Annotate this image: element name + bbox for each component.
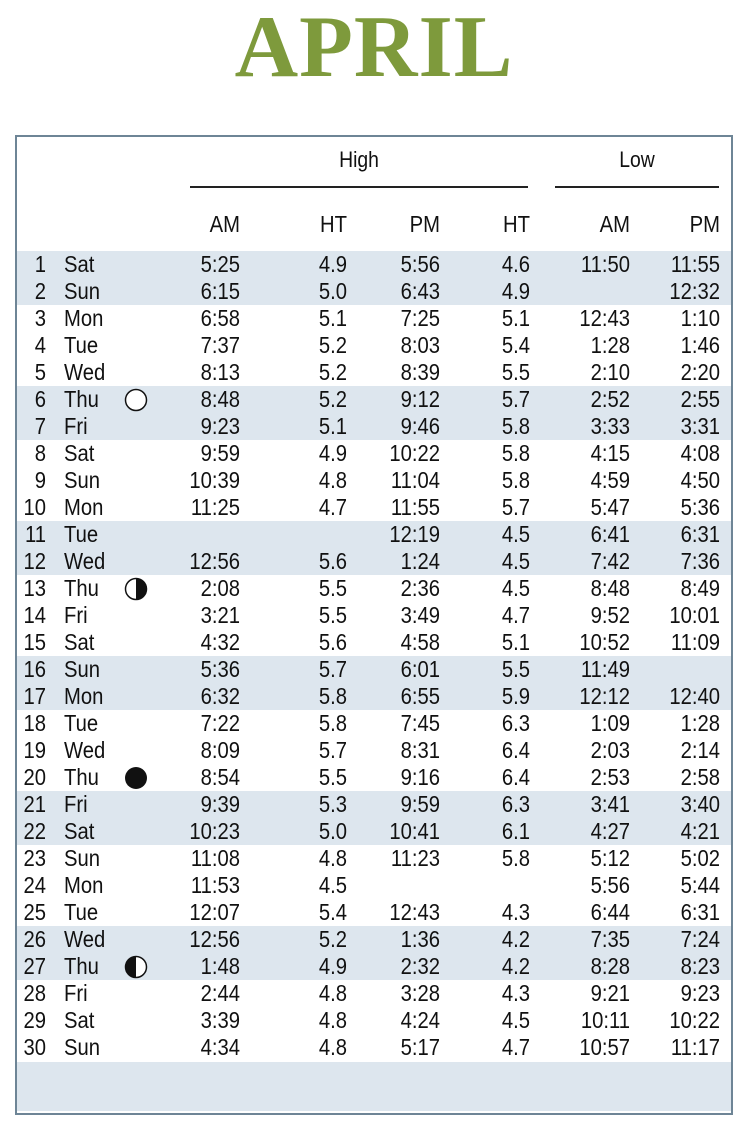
- table-row: [0, 521, 748, 548]
- high-am-time: 12:56: [189, 926, 240, 952]
- col-low-am: AM: [599, 211, 630, 237]
- high-pm-time: 1:36: [400, 926, 440, 952]
- low-pm-time: 3:40: [680, 791, 720, 817]
- low-pm-time: 8:23: [680, 953, 720, 979]
- high-group-rule: [190, 186, 528, 188]
- table-row: [0, 710, 748, 737]
- low-pm-time: 5:36: [680, 494, 720, 520]
- high-am-height: 4.8: [318, 980, 347, 1006]
- high-pm-time: 10:22: [389, 440, 440, 466]
- low-am-time: 4:27: [590, 818, 630, 844]
- table-row: [0, 953, 748, 980]
- table-row: [0, 926, 748, 953]
- low-am-time: 2:52: [590, 386, 630, 412]
- day-number: 26: [23, 926, 46, 952]
- high-am-time: 10:39: [189, 467, 240, 493]
- high-pm-height: 5.9: [501, 683, 530, 709]
- high-am-height: 5.1: [318, 413, 347, 439]
- day-of-week: Wed: [64, 926, 106, 952]
- day-number: 15: [23, 629, 46, 655]
- high-pm-time: 4:58: [400, 629, 440, 655]
- high-am-height: 5.3: [318, 791, 347, 817]
- high-pm-height: 4.7: [501, 602, 530, 628]
- table-row: [0, 251, 748, 278]
- day-of-week: Mon: [64, 305, 104, 331]
- day-of-week: Thu: [64, 386, 99, 412]
- low-am-time: 10:52: [579, 629, 630, 655]
- high-pm-time: 10:41: [389, 818, 440, 844]
- low-pm-time: 11:17: [670, 1034, 720, 1060]
- low-am-time: 2:53: [590, 764, 630, 790]
- day-of-week: Sat: [64, 1007, 95, 1033]
- high-am-time: 2:08: [200, 575, 240, 601]
- high-pm-time: 8:03: [400, 332, 440, 358]
- day-of-week: Fri: [64, 791, 88, 817]
- low-am-time: 7:35: [590, 926, 630, 952]
- table-row: [0, 683, 748, 710]
- day-of-week: Tue: [64, 521, 99, 547]
- high-pm-time: 6:01: [400, 656, 440, 682]
- low-am-time: 2:03: [590, 737, 630, 763]
- high-pm-time: 2:32: [400, 953, 440, 979]
- day-number: 3: [34, 305, 46, 331]
- high-pm-height: 5.1: [501, 305, 530, 331]
- low-pm-time: 6:31: [680, 899, 720, 925]
- low-am-time: 4:59: [590, 467, 630, 493]
- low-pm-time: 6:31: [680, 521, 720, 547]
- table-row: [0, 1007, 748, 1034]
- low-pm-time: 2:55: [680, 386, 720, 412]
- high-pm-time: 6:55: [400, 683, 440, 709]
- high-pm-height: 5.7: [501, 386, 530, 412]
- high-am-height: 5.5: [318, 575, 347, 601]
- high-pm-height: 5.5: [501, 656, 530, 682]
- low-pm-time: 12:40: [669, 683, 720, 709]
- day-number: 17: [23, 683, 46, 709]
- day-number: 16: [23, 656, 46, 682]
- high-pm-height: 5.8: [501, 440, 530, 466]
- table-row: [0, 575, 748, 602]
- low-pm-time: 12:32: [669, 278, 720, 304]
- table-row: [0, 899, 748, 926]
- low-pm-time: 3:31: [680, 413, 720, 439]
- table-row: [0, 737, 748, 764]
- high-am-height: 4.5: [318, 872, 347, 898]
- high-pm-time: 9:46: [400, 413, 440, 439]
- day-number: 29: [23, 1007, 46, 1033]
- high-am-time: 11:53: [190, 872, 240, 898]
- high-pm-time: 11:04: [390, 467, 440, 493]
- high-pm-time: 9:16: [400, 764, 440, 790]
- low-am-time: 1:09: [590, 710, 630, 736]
- low-pm-time: 10:01: [669, 602, 720, 628]
- low-am-time: 11:50: [580, 251, 630, 277]
- low-pm-time: 10:22: [669, 1007, 720, 1033]
- day-of-week: Mon: [64, 683, 104, 709]
- low-pm-time: [641, 656, 720, 683]
- high-am-time: 2:44: [200, 980, 240, 1006]
- low-pm-time: 1:10: [680, 305, 720, 331]
- low-pm-time: 5:44: [680, 872, 720, 898]
- table-row: [0, 386, 748, 413]
- day-number: 24: [23, 872, 46, 898]
- high-am-height: 4.7: [318, 494, 347, 520]
- low-pm-time: 4:21: [680, 818, 720, 844]
- high-am-height: 5.2: [318, 359, 347, 385]
- high-am-height: 4.8: [318, 1034, 347, 1060]
- low-group-header: Low: [619, 147, 655, 172]
- high-pm-height: 4.5: [501, 1007, 530, 1033]
- day-number: 13: [23, 575, 46, 601]
- high-pm-height: 5.1: [501, 629, 530, 655]
- day-of-week: Wed: [64, 737, 106, 763]
- day-number: 21: [23, 791, 46, 817]
- high-am-time: 5:36: [200, 656, 240, 682]
- high-pm-time: 6:43: [400, 278, 440, 304]
- high-am-time: 11:25: [190, 494, 240, 520]
- day-number: 27: [23, 953, 46, 979]
- high-pm-time: 3:49: [400, 602, 440, 628]
- low-am-time: 5:56: [590, 872, 630, 898]
- day-number: 10: [23, 494, 46, 520]
- low-am-time: 10:11: [580, 1007, 630, 1033]
- high-am-height: 5.5: [318, 764, 347, 790]
- high-am-height: 5.7: [318, 656, 347, 682]
- low-pm-time: 4:08: [680, 440, 720, 466]
- high-am-height: 5.1: [318, 305, 347, 331]
- table-row: [0, 278, 748, 305]
- high-am-time: 8:54: [200, 764, 240, 790]
- day-of-week: Sat: [64, 251, 95, 277]
- low-am-time: 3:41: [590, 791, 630, 817]
- day-number: 23: [23, 845, 46, 871]
- high-am-time: 6:15: [200, 278, 240, 304]
- low-am-time: 7:42: [590, 548, 630, 574]
- high-pm-height: 6.4: [501, 737, 530, 763]
- high-pm-time: 9:59: [400, 791, 440, 817]
- high-group-header: High: [339, 147, 379, 172]
- day-of-week: Wed: [64, 548, 106, 574]
- col-high-pm-ht: HT: [503, 211, 530, 237]
- low-pm-time: 7:36: [680, 548, 720, 574]
- high-am-height: 5.4: [318, 899, 347, 925]
- high-am-height: 4.8: [318, 467, 347, 493]
- high-pm-time: 8:39: [400, 359, 440, 385]
- low-am-time: 10:57: [579, 1034, 630, 1060]
- low-am-time: 12:12: [579, 683, 630, 709]
- high-pm-height: [455, 872, 530, 899]
- high-pm-time: 4:24: [400, 1007, 440, 1033]
- high-am-time: 4:34: [200, 1034, 240, 1060]
- day-number: 20: [23, 764, 46, 790]
- high-pm-time: 8:31: [400, 737, 440, 763]
- day-of-week: Wed: [64, 359, 106, 385]
- day-of-week: Sat: [64, 440, 95, 466]
- day-number: 8: [34, 440, 46, 466]
- high-am-height: 5.2: [318, 332, 347, 358]
- table-row: [0, 656, 748, 683]
- table-row: [0, 629, 748, 656]
- high-pm-height: 6.3: [501, 710, 530, 736]
- table-row: [0, 872, 748, 899]
- day-of-week: Mon: [64, 494, 104, 520]
- low-am-time: 1:28: [590, 332, 630, 358]
- day-of-week: Thu: [64, 575, 99, 601]
- high-pm-height: 4.5: [501, 548, 530, 574]
- high-am-height: 5.5: [318, 602, 347, 628]
- low-pm-time: 9:23: [680, 980, 720, 1006]
- day-of-week: Fri: [64, 980, 88, 1006]
- high-am-time: 4:32: [200, 629, 240, 655]
- day-of-week: Thu: [64, 953, 99, 979]
- low-am-time: 4:15: [590, 440, 630, 466]
- day-number: 30: [23, 1034, 46, 1060]
- high-pm-height: 4.3: [501, 980, 530, 1006]
- high-pm-time: 7:25: [400, 305, 440, 331]
- day-number: 4: [34, 332, 46, 358]
- high-pm-height: 4.2: [501, 926, 530, 952]
- table-row: [0, 980, 748, 1007]
- low-am-time: 8:48: [590, 575, 630, 601]
- high-pm-time: 3:28: [400, 980, 440, 1006]
- col-high-am-ht: HT: [320, 211, 347, 237]
- high-am-time: 7:22: [200, 710, 240, 736]
- high-pm-height: 4.6: [501, 251, 530, 277]
- high-pm-time: 12:43: [389, 899, 440, 925]
- table-row: [0, 602, 748, 629]
- table-row: [0, 413, 748, 440]
- high-am-height: 5.0: [318, 818, 347, 844]
- day-of-week: Tue: [64, 710, 99, 736]
- low-pm-time: 2:58: [680, 764, 720, 790]
- day-number: 25: [23, 899, 46, 925]
- day-number: 9: [34, 467, 46, 493]
- low-pm-time: 11:09: [670, 629, 720, 655]
- full-moon-icon: [124, 388, 148, 412]
- high-pm-height: 4.7: [501, 1034, 530, 1060]
- high-pm-height: 4.5: [501, 575, 530, 601]
- day-number: 6: [34, 386, 46, 412]
- page-title: APRIL: [234, 0, 514, 96]
- high-pm-time: [361, 872, 440, 899]
- low-am-time: 2:10: [590, 359, 630, 385]
- high-pm-height: 4.3: [501, 899, 530, 925]
- high-am-time: 12:56: [189, 548, 240, 574]
- high-pm-time: 1:24: [400, 548, 440, 574]
- day-of-week: Sun: [64, 1034, 101, 1060]
- day-number: 19: [23, 737, 46, 763]
- day-number: 2: [34, 278, 46, 304]
- day-of-week: Sat: [64, 629, 95, 655]
- col-high-pm: PM: [409, 211, 440, 237]
- low-pm-time: 11:55: [670, 251, 720, 277]
- high-am-time: [161, 521, 240, 548]
- high-am-time: 8:09: [200, 737, 240, 763]
- high-am-time: 9:39: [200, 791, 240, 817]
- high-am-time: 9:59: [200, 440, 240, 466]
- high-pm-height: 6.1: [501, 818, 530, 844]
- day-number: 22: [23, 818, 46, 844]
- low-pm-time: 4:50: [680, 467, 720, 493]
- col-high-am: AM: [209, 211, 240, 237]
- day-of-week: Mon: [64, 872, 104, 898]
- day-of-week: Sat: [64, 818, 95, 844]
- high-am-time: 6:32: [200, 683, 240, 709]
- low-am-time: 5:12: [590, 845, 630, 871]
- high-pm-time: 5:56: [400, 251, 440, 277]
- low-pm-time: 1:46: [680, 332, 720, 358]
- high-am-time: 1:48: [200, 953, 240, 979]
- low-pm-time: 8:49: [680, 575, 720, 601]
- day-of-week: Tue: [64, 899, 99, 925]
- low-am-time: 9:52: [590, 602, 630, 628]
- last-quarter-moon-icon: [124, 577, 148, 601]
- high-am-time: 5:25: [200, 251, 240, 277]
- table-row: [0, 305, 748, 332]
- low-am-time: 3:33: [590, 413, 630, 439]
- low-am-time: 12:43: [579, 305, 630, 331]
- high-am-height: 5.0: [318, 278, 347, 304]
- high-am-height: 5.7: [318, 737, 347, 763]
- day-of-week: Sun: [64, 467, 101, 493]
- high-am-time: 10:23: [189, 818, 240, 844]
- high-pm-height: 5.5: [501, 359, 530, 385]
- high-pm-time: 9:12: [400, 386, 440, 412]
- high-pm-height: 5.8: [501, 467, 530, 493]
- high-am-height: 5.6: [318, 629, 347, 655]
- table-row: [0, 791, 748, 818]
- high-am-time: 8:13: [200, 359, 240, 385]
- high-pm-height: 5.8: [501, 845, 530, 871]
- high-am-time: 6:58: [200, 305, 240, 331]
- high-am-time: 3:21: [200, 602, 240, 628]
- day-number: 14: [23, 602, 46, 628]
- low-pm-time: 7:24: [680, 926, 720, 952]
- high-am-height: 4.9: [318, 251, 347, 277]
- low-pm-time: 2:14: [680, 737, 720, 763]
- high-pm-time: 12:19: [389, 521, 440, 547]
- high-pm-height: 6.3: [501, 791, 530, 817]
- table-row: [0, 548, 748, 575]
- high-am-time: 9:23: [200, 413, 240, 439]
- day-number: 18: [23, 710, 46, 736]
- low-am-time: 11:49: [580, 656, 630, 682]
- low-am-time: 6:44: [590, 899, 630, 925]
- table-row: [0, 332, 748, 359]
- low-pm-time: 5:02: [680, 845, 720, 871]
- day-number: 28: [23, 980, 46, 1006]
- high-pm-time: 5:17: [400, 1034, 440, 1060]
- high-am-height: 5.8: [318, 683, 347, 709]
- table-row: [0, 818, 748, 845]
- low-am-time: [551, 278, 630, 305]
- high-am-time: 3:39: [200, 1007, 240, 1033]
- day-of-week: Thu: [64, 764, 99, 790]
- high-am-height: 5.6: [318, 548, 347, 574]
- high-pm-time: 7:45: [400, 710, 440, 736]
- new-moon-icon: [124, 766, 148, 790]
- low-group-rule: [555, 186, 719, 188]
- table-row: [0, 845, 748, 872]
- high-am-time: 8:48: [200, 386, 240, 412]
- col-low-pm: PM: [689, 211, 720, 237]
- high-pm-height: 5.4: [501, 332, 530, 358]
- high-am-height: 5.2: [318, 926, 347, 952]
- day-number: 1: [34, 251, 46, 277]
- low-pm-time: 2:20: [680, 359, 720, 385]
- low-am-time: 6:41: [590, 521, 630, 547]
- high-am-height: [272, 521, 347, 548]
- footer-band: [17, 1062, 731, 1111]
- high-pm-time: 11:23: [390, 845, 440, 871]
- high-am-height: 4.8: [318, 845, 347, 871]
- table-row: [0, 440, 748, 467]
- day-number: 12: [23, 548, 46, 574]
- high-pm-height: 5.8: [501, 413, 530, 439]
- high-am-height: 4.9: [318, 440, 347, 466]
- high-pm-height: 6.4: [501, 764, 530, 790]
- high-pm-time: 2:36: [400, 575, 440, 601]
- day-number: 11: [24, 521, 46, 547]
- high-am-time: 7:37: [200, 332, 240, 358]
- table-row: [0, 359, 748, 386]
- high-pm-time: 11:55: [390, 494, 440, 520]
- low-am-time: 8:28: [590, 953, 630, 979]
- table-row: [0, 764, 748, 791]
- day-number: 5: [34, 359, 46, 385]
- day-of-week: Tue: [64, 332, 99, 358]
- high-pm-height: 4.2: [501, 953, 530, 979]
- day-of-week: Sun: [64, 845, 101, 871]
- day-of-week: Fri: [64, 413, 88, 439]
- first-quarter-moon-icon: [124, 955, 148, 979]
- day-number: 7: [34, 413, 46, 439]
- low-pm-time: 1:28: [680, 710, 720, 736]
- table-row: [0, 494, 748, 521]
- high-am-time: 11:08: [190, 845, 240, 871]
- low-am-time: 9:21: [590, 980, 630, 1006]
- high-am-height: 5.8: [318, 710, 347, 736]
- day-of-week: Sun: [64, 656, 101, 682]
- high-pm-height: 5.7: [501, 494, 530, 520]
- low-am-time: 5:47: [590, 494, 630, 520]
- high-pm-height: 4.9: [501, 278, 530, 304]
- day-of-week: Sun: [64, 278, 101, 304]
- table-row: [0, 1034, 748, 1061]
- table-row: [0, 467, 748, 494]
- high-am-time: 12:07: [189, 899, 240, 925]
- high-pm-height: 4.5: [501, 521, 530, 547]
- high-am-height: 4.9: [318, 953, 347, 979]
- high-am-height: 4.8: [318, 1007, 347, 1033]
- high-am-height: 5.2: [318, 386, 347, 412]
- day-of-week: Fri: [64, 602, 88, 628]
